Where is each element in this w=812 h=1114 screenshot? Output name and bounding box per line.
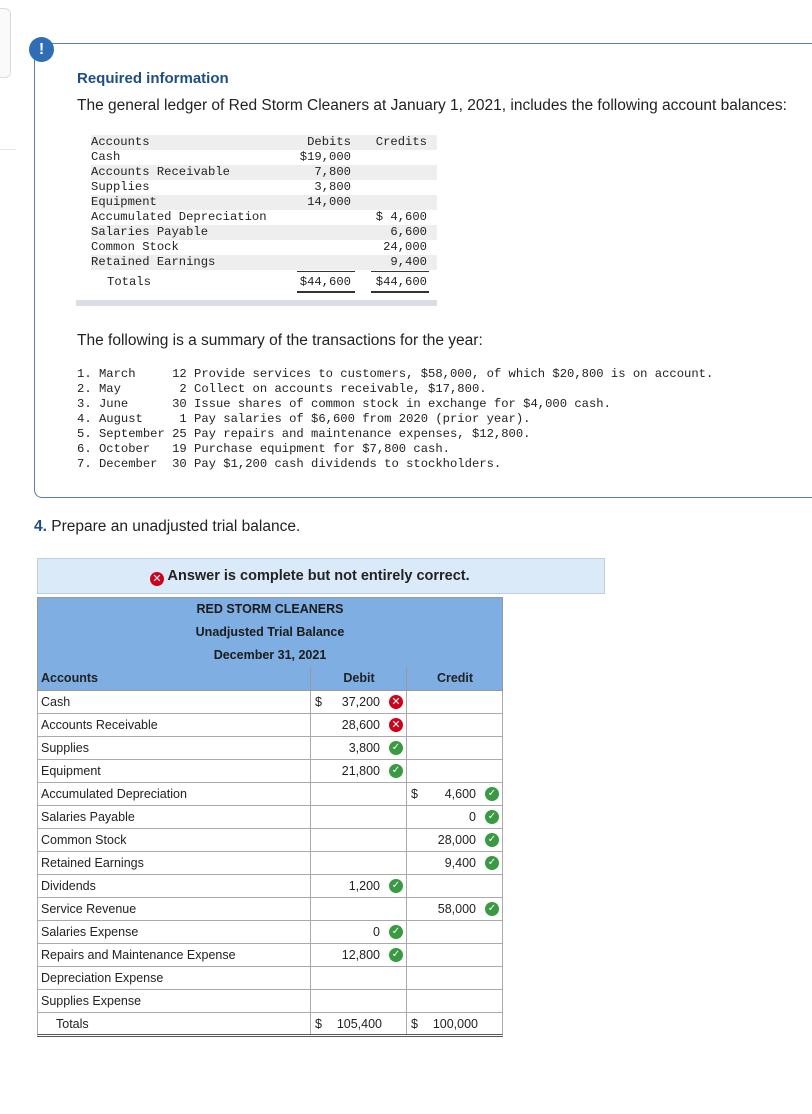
tb-debit-value: 37,200 (341, 695, 380, 709)
ledger-debit: $19,000 (299, 150, 351, 164)
tb-credit-cell[interactable] (406, 760, 503, 782)
tb-column-header (37, 667, 503, 691)
credit-double-rule (371, 291, 429, 293)
tb-debit-value: 1,200 (348, 879, 380, 893)
ledger-col-debits: Debits (307, 135, 351, 149)
tb-row (37, 783, 503, 806)
tb-debit-cell[interactable] (310, 760, 407, 782)
tb-debit-value: 12,800 (341, 948, 380, 962)
ledger-debit: 3,800 (314, 180, 351, 194)
ledger-account: Salaries Payable (91, 225, 209, 239)
tb-account-name: Accumulated Depreciation (41, 787, 187, 801)
tb-totals-label: Totals (56, 1017, 89, 1031)
tb-account-name: Salaries Expense (41, 925, 139, 939)
ledger-scrollbar[interactable] (76, 300, 437, 306)
ledger-account: Accumulated Depreciation (91, 210, 267, 224)
currency-symbol: $ (411, 1017, 418, 1031)
transaction-item: 5. September 25 Pay repairs and maintenance expenses, $12,800. (77, 427, 531, 441)
tb-debit-cell[interactable] (310, 944, 407, 966)
tb-total-debit-cell (310, 1013, 407, 1034)
trial-balance-table (37, 597, 503, 1037)
question-text: Prepare an unadjusted trial balance. (46, 518, 301, 535)
check-icon: ✓ (485, 787, 499, 801)
ledger-account: Equipment (91, 195, 157, 209)
tb-account-name: Cash (41, 695, 71, 709)
ledger-totals-label: Totals (107, 275, 151, 289)
transaction-item: 7. December 30 Pay $1,200 cash dividends to stockholders. (77, 457, 502, 471)
tb-account-name: Supplies (41, 741, 89, 755)
tb-debit-value: 0 (373, 925, 380, 939)
check-icon: ✓ (485, 902, 499, 916)
ledger-row (91, 255, 437, 270)
transaction-item: 3. June 30 Issue shares of common stock in exchange for $4,000 cash. (77, 397, 611, 411)
alert-icon: ! (29, 37, 54, 62)
ledger-header-row (91, 135, 437, 150)
tb-total-credit: 100,000 (432, 1017, 478, 1031)
tb-credit-value: 28,000 (437, 833, 476, 847)
tb-debit-value: 3,800 (348, 741, 380, 755)
ledger-account: Cash (91, 150, 121, 164)
ledger-row (91, 195, 437, 210)
required-info-title: Required information (77, 70, 229, 87)
tb-credit-cell[interactable] (406, 898, 503, 920)
ledger-account: Supplies (91, 180, 150, 194)
tb-row (37, 990, 503, 1013)
debit-rule (297, 271, 355, 272)
tb-date: December 31, 2021 (37, 644, 503, 667)
tb-row (37, 691, 503, 714)
tb-account-name: Supplies Expense (41, 994, 142, 1008)
tb-debit-cell[interactable] (310, 852, 407, 874)
check-icon: ✓ (389, 925, 403, 939)
ledger-credit: 6,600 (390, 225, 427, 239)
debit-double-rule (297, 291, 355, 293)
tb-credit-cell[interactable] (406, 875, 503, 897)
tb-credit-cell[interactable] (406, 990, 503, 1012)
tb-credit-cell[interactable] (406, 852, 503, 874)
tb-row (37, 921, 503, 944)
check-icon: ✓ (485, 833, 499, 847)
tb-row (37, 806, 503, 829)
ledger-row (91, 165, 437, 180)
tb-account-name: Service Revenue (41, 902, 137, 916)
tb-debit-cell[interactable] (310, 737, 407, 759)
credit-rule (371, 271, 429, 272)
tb-debit-cell[interactable] (310, 691, 407, 713)
tb-account-name: Equipment (41, 764, 101, 778)
ledger-row (91, 240, 437, 255)
ledger-row (91, 210, 437, 225)
tb-debit-value: 21,800 (341, 764, 380, 778)
tb-debit-cell[interactable] (310, 898, 407, 920)
question-4 (34, 518, 300, 536)
tb-totals-row (37, 1013, 503, 1037)
tb-account-name: Retained Earnings (41, 856, 144, 870)
ledger-debit: 14,000 (307, 195, 351, 209)
tb-account-name: Salaries Payable (41, 810, 135, 824)
tb-debit-cell[interactable] (310, 921, 407, 943)
currency-symbol: $ (411, 787, 418, 801)
tb-debit-cell[interactable] (310, 967, 407, 989)
tb-credit-cell[interactable] (406, 921, 503, 943)
incorrect-icon: ✕ (150, 572, 164, 586)
tb-account-name: Dividends (41, 879, 96, 893)
transaction-item: 2. May 2 Collect on accounts receivable, $17,800. (77, 382, 487, 396)
question-number: 4. (34, 518, 47, 535)
answer-status-text: Answer is complete but not entirely correct. (167, 568, 470, 584)
incorrect-icon: ✕ (389, 718, 403, 732)
ledger-row (91, 150, 437, 165)
check-icon: ✓ (389, 764, 403, 778)
transaction-list (77, 367, 713, 472)
tb-credit-cell[interactable] (406, 967, 503, 989)
divider (0, 149, 16, 150)
tb-title: Unadjusted Trial Balance (37, 621, 503, 644)
tb-credit-value: 4,600 (444, 787, 476, 801)
tb-account-name: Accounts Receivable (41, 718, 158, 732)
tb-total-credit-cell (406, 1013, 503, 1034)
tb-credit-value: 58,000 (437, 902, 476, 916)
tb-row (37, 944, 503, 967)
tb-col-accounts: Accounts (41, 671, 98, 685)
tb-credit-cell[interactable] (406, 691, 503, 713)
ledger-credit: $ 4,600 (375, 210, 427, 224)
incorrect-icon: ✕ (389, 695, 403, 709)
tb-account-name: Repairs and Maintenance Expense (41, 948, 236, 962)
tb-debit-cell[interactable] (310, 990, 407, 1012)
ledger-totals-row (91, 275, 437, 290)
tb-credit-cell[interactable] (406, 806, 503, 828)
tb-debit-cell[interactable] (310, 783, 407, 805)
tb-row (37, 852, 503, 875)
side-panel-tab (0, 8, 11, 78)
tb-row (37, 737, 503, 760)
currency-symbol: $ (315, 1017, 322, 1031)
currency-symbol: $ (315, 695, 322, 709)
tb-row (37, 829, 503, 852)
transaction-item: 6. October 19 Purchase equipment for $7,800 cash. (77, 442, 450, 456)
ledger-totals-debit: $44,600 (299, 275, 351, 289)
tb-credit-cell[interactable] (406, 714, 503, 736)
ledger-account: Common Stock (91, 240, 179, 254)
ledger-account: Retained Earnings (91, 255, 216, 269)
tb-row (37, 760, 503, 783)
ledger-credit: 9,400 (390, 255, 427, 269)
transactions-intro: The following is a summary of the transactions for the year: (77, 332, 483, 349)
tb-row (37, 714, 503, 737)
ledger-row (91, 225, 437, 240)
ledger-intro: The general ledger of Red Storm Cleaners at January 1, 2021, includes the following account balances: (77, 97, 787, 114)
check-icon: ✓ (485, 856, 499, 870)
ledger-row (91, 180, 437, 195)
tb-credit-cell[interactable] (406, 783, 503, 805)
tb-account-name: Common Stock (41, 833, 127, 847)
ledger-totals-credit: $44,600 (375, 275, 427, 289)
transaction-item: 1. March 12 Provide services to customers, $58,000, of which $20,800 is on account. (77, 367, 714, 381)
tb-row (37, 898, 503, 921)
ledger-table (91, 135, 437, 290)
ledger-col-credits: Credits (375, 135, 427, 149)
tb-account-name: Depreciation Expense (41, 971, 164, 985)
tb-row (37, 967, 503, 990)
tb-row (37, 875, 503, 898)
transaction-item: 4. August 1 Pay salaries of $6,600 from 2020 (prior year). (77, 412, 531, 426)
check-icon: ✓ (389, 879, 403, 893)
check-icon: ✓ (389, 741, 403, 755)
tb-debit-cell[interactable] (310, 875, 407, 897)
ledger-account: Accounts Receivable (91, 165, 230, 179)
ledger-debit: 7,800 (314, 165, 351, 179)
tb-debit-cell[interactable] (310, 829, 407, 851)
tb-credit-cell[interactable] (406, 737, 503, 759)
answer-status (150, 568, 470, 586)
tb-debit-cell[interactable] (310, 806, 407, 828)
ledger-credit: 24,000 (383, 240, 427, 254)
tb-total-debit: 105,400 (336, 1017, 382, 1031)
tb-debit-value: 28,600 (341, 718, 380, 732)
tb-credit-value: 9,400 (444, 856, 476, 870)
ledger-col-accounts: Accounts (91, 135, 150, 149)
tb-col-credit: Credit (406, 667, 503, 690)
tb-credit-value: 0 (469, 810, 476, 824)
check-icon: ✓ (389, 948, 403, 962)
tb-col-debit: Debit (310, 667, 407, 690)
tb-debit-cell[interactable] (310, 714, 407, 736)
tb-company: RED STORM CLEANERS (37, 597, 503, 621)
check-icon: ✓ (485, 810, 499, 824)
tb-credit-cell[interactable] (406, 944, 503, 966)
tb-credit-cell[interactable] (406, 829, 503, 851)
